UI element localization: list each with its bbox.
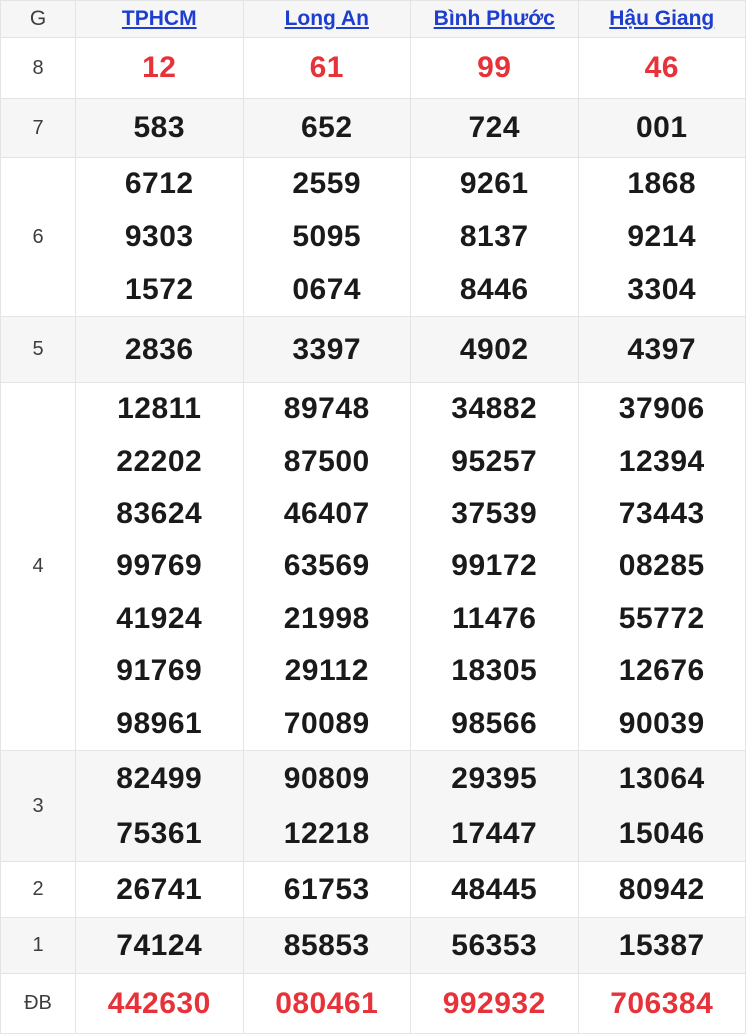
prize-number: 41924 bbox=[116, 601, 203, 635]
prize-cell bbox=[243, 751, 411, 862]
prize-number: 85853 bbox=[283, 928, 370, 962]
prize-cell bbox=[411, 158, 579, 317]
prize-cell bbox=[76, 751, 244, 862]
prize-number: 583 bbox=[133, 111, 186, 144]
prize-cell bbox=[411, 974, 579, 1034]
prize-cell bbox=[76, 317, 244, 383]
prize-number: 95257 bbox=[451, 444, 538, 478]
prize-number: 99 bbox=[477, 51, 512, 84]
prize-cell bbox=[243, 974, 411, 1034]
prize-cell bbox=[411, 317, 579, 383]
prize-cell bbox=[578, 974, 746, 1034]
prize-number: 26741 bbox=[116, 872, 203, 906]
prize-cell bbox=[243, 862, 411, 918]
prize-number: 8446 bbox=[459, 272, 529, 306]
prize-number: 080461 bbox=[275, 986, 379, 1020]
prize-number: 29395 bbox=[451, 761, 538, 795]
prize-cell-lines bbox=[579, 383, 746, 750]
prize-cell-lines bbox=[579, 38, 746, 98]
prize-cell bbox=[76, 38, 244, 99]
prize-number: 12394 bbox=[618, 444, 705, 478]
prize-cell-lines bbox=[244, 918, 411, 973]
prize-cell-lines bbox=[579, 751, 746, 861]
prize-cell-lines bbox=[76, 317, 243, 382]
prize-cell bbox=[411, 38, 579, 99]
prize-number: 442630 bbox=[107, 986, 211, 1020]
prize-number: 992932 bbox=[442, 986, 546, 1020]
prize-cell-lines bbox=[579, 158, 746, 316]
prize-number: 90039 bbox=[618, 706, 705, 740]
prize-number: 70089 bbox=[283, 706, 370, 740]
column-header-hau-giang bbox=[578, 1, 746, 38]
prize-cell bbox=[578, 317, 746, 383]
prize-cell-lines bbox=[76, 158, 243, 316]
prize-number: 17447 bbox=[451, 816, 538, 850]
prize-number: 724 bbox=[468, 111, 521, 144]
prize-cell bbox=[411, 383, 579, 751]
prize-cell-lines bbox=[76, 974, 243, 1033]
prize-number: 18305 bbox=[451, 654, 538, 688]
prize-number: 3304 bbox=[627, 272, 697, 306]
prize-number: 15387 bbox=[618, 928, 705, 962]
prize-cell bbox=[76, 862, 244, 918]
prize-label-2: 2 bbox=[1, 862, 76, 918]
prize-row-8 bbox=[1, 38, 746, 99]
prize-cell bbox=[411, 99, 579, 158]
prize-number: 652 bbox=[300, 111, 353, 144]
prize-cell bbox=[243, 158, 411, 317]
prize-label-db: ĐB bbox=[1, 974, 76, 1034]
prize-cell-lines bbox=[579, 974, 746, 1033]
prize-number: 37906 bbox=[618, 392, 705, 426]
prize-number: 61753 bbox=[283, 872, 370, 906]
prize-cell bbox=[243, 38, 411, 99]
prize-cell bbox=[411, 862, 579, 918]
prize-group-header: G bbox=[1, 1, 76, 38]
prize-cell-lines bbox=[579, 317, 746, 382]
prize-cell-lines bbox=[579, 862, 746, 917]
prize-cell bbox=[243, 383, 411, 751]
prize-number: 98566 bbox=[451, 706, 538, 740]
prize-cell bbox=[76, 383, 244, 751]
prize-cell-lines bbox=[411, 383, 578, 750]
prize-label-6: 6 bbox=[1, 158, 76, 317]
prize-number: 34882 bbox=[451, 392, 538, 426]
prize-number: 5095 bbox=[292, 219, 362, 253]
prize-number: 12 bbox=[142, 51, 177, 84]
prize-cell bbox=[578, 158, 746, 317]
prize-cell bbox=[411, 751, 579, 862]
table-header bbox=[1, 1, 746, 38]
prize-cell bbox=[243, 317, 411, 383]
prize-number: 21998 bbox=[283, 601, 370, 635]
prize-label-5: 5 bbox=[1, 317, 76, 383]
prize-cell-lines bbox=[244, 862, 411, 917]
prize-cell-lines bbox=[244, 383, 411, 750]
prize-cell-lines bbox=[244, 317, 411, 382]
prize-number: 0674 bbox=[292, 272, 362, 306]
prize-cell bbox=[76, 158, 244, 317]
prize-number: 6712 bbox=[124, 167, 194, 201]
prize-number: 08285 bbox=[618, 549, 705, 583]
prize-number: 46 bbox=[644, 51, 679, 84]
prize-number: 87500 bbox=[283, 444, 370, 478]
prize-number: 8137 bbox=[459, 219, 529, 253]
prize-number: 99172 bbox=[451, 549, 538, 583]
prize-cell-lines bbox=[411, 918, 578, 973]
prize-cell-lines bbox=[411, 317, 578, 382]
prize-number: 3397 bbox=[292, 332, 362, 366]
prize-cell bbox=[578, 38, 746, 99]
prize-number: 001 bbox=[635, 111, 688, 144]
province-link-long-an[interactable]: Long An bbox=[284, 7, 369, 30]
prize-number: 2559 bbox=[292, 167, 362, 201]
prize-cell bbox=[76, 99, 244, 158]
prize-number: 98961 bbox=[116, 706, 203, 740]
prize-number: 4397 bbox=[627, 332, 697, 366]
prize-cell-lines bbox=[76, 862, 243, 917]
prize-number: 1572 bbox=[124, 272, 194, 306]
prize-cell bbox=[578, 383, 746, 751]
column-header-long-an bbox=[243, 1, 411, 38]
prize-number: 90809 bbox=[283, 761, 370, 795]
prize-label-1: 1 bbox=[1, 918, 76, 974]
prize-cell-lines bbox=[76, 38, 243, 98]
header-row bbox=[1, 1, 746, 38]
prize-cell-lines bbox=[76, 99, 243, 157]
results-body bbox=[1, 38, 746, 1034]
prize-number: 1868 bbox=[627, 167, 697, 201]
prize-cell bbox=[243, 918, 411, 974]
prize-row-db bbox=[1, 974, 746, 1034]
column-header-binh-phuoc bbox=[411, 1, 579, 38]
prize-cell bbox=[411, 918, 579, 974]
column-header-tphcm bbox=[76, 1, 244, 38]
prize-number: 4902 bbox=[459, 332, 529, 366]
prize-cell bbox=[578, 99, 746, 158]
prize-cell bbox=[76, 918, 244, 974]
prize-label-3: 3 bbox=[1, 751, 76, 862]
prize-cell-lines bbox=[411, 99, 578, 157]
prize-number: 9214 bbox=[627, 219, 697, 253]
prize-number: 12811 bbox=[117, 392, 202, 426]
prize-number: 89748 bbox=[283, 392, 370, 426]
prize-cell-lines bbox=[244, 99, 411, 157]
prize-number: 12676 bbox=[618, 654, 705, 688]
prize-number: 55772 bbox=[618, 601, 705, 635]
prize-label-8: 8 bbox=[1, 38, 76, 99]
prize-number: 61 bbox=[309, 51, 344, 84]
prize-number: 46407 bbox=[283, 497, 370, 531]
prize-cell-lines bbox=[244, 38, 411, 98]
prize-number: 48445 bbox=[451, 872, 538, 906]
prize-cell-lines bbox=[411, 751, 578, 861]
prize-cell-lines bbox=[244, 974, 411, 1033]
prize-number: 15046 bbox=[618, 816, 705, 850]
prize-number: 91769 bbox=[116, 654, 203, 688]
prize-row-3 bbox=[1, 751, 746, 862]
prize-cell-lines bbox=[411, 38, 578, 98]
prize-cell-lines bbox=[411, 158, 578, 316]
prize-number: 63569 bbox=[283, 549, 370, 583]
prize-number: 706384 bbox=[610, 986, 714, 1020]
prize-number: 9303 bbox=[124, 219, 194, 253]
prize-row-5 bbox=[1, 317, 746, 383]
prize-cell-lines bbox=[76, 751, 243, 861]
prize-label-7: 7 bbox=[1, 99, 76, 158]
province-link-hau-giang[interactable]: Hậu Giang bbox=[609, 7, 715, 30]
prize-number: 29112 bbox=[284, 654, 369, 688]
prize-number: 22202 bbox=[116, 444, 203, 478]
prize-number: 75361 bbox=[116, 816, 203, 850]
prize-cell bbox=[578, 862, 746, 918]
prize-cell-lines bbox=[579, 918, 746, 973]
prize-number: 74124 bbox=[116, 928, 203, 962]
province-link-tphcm[interactable]: TPHCM bbox=[121, 7, 197, 30]
province-link-binh-phuoc[interactable]: Bình Phước bbox=[433, 7, 555, 30]
prize-cell-lines bbox=[244, 751, 411, 861]
prize-number: 9261 bbox=[459, 167, 529, 201]
prize-number: 83624 bbox=[116, 497, 203, 531]
prize-number: 82499 bbox=[116, 761, 203, 795]
prize-cell-lines bbox=[411, 974, 578, 1033]
prize-label-4: 4 bbox=[1, 383, 76, 751]
prize-cell bbox=[76, 974, 244, 1034]
prize-cell bbox=[578, 751, 746, 862]
prize-cell bbox=[578, 918, 746, 974]
prize-row-4 bbox=[1, 383, 746, 751]
prize-cell bbox=[243, 99, 411, 158]
prize-cell-lines bbox=[411, 862, 578, 917]
prize-row-2 bbox=[1, 862, 746, 918]
prize-row-1 bbox=[1, 918, 746, 974]
prize-number: 80942 bbox=[618, 872, 705, 906]
prize-cell-lines bbox=[76, 918, 243, 973]
prize-number: 73443 bbox=[618, 497, 705, 531]
prize-number: 56353 bbox=[451, 928, 538, 962]
prize-number: 11476 bbox=[452, 601, 537, 635]
prize-number: 2836 bbox=[124, 332, 194, 366]
prize-cell-lines bbox=[244, 158, 411, 316]
prize-number: 13064 bbox=[618, 761, 705, 795]
prize-number: 12218 bbox=[283, 816, 370, 850]
prize-cell-lines bbox=[579, 99, 746, 157]
prize-number: 99769 bbox=[116, 549, 203, 583]
prize-cell-lines bbox=[76, 383, 243, 750]
prize-row-6 bbox=[1, 158, 746, 317]
prize-row-7 bbox=[1, 99, 746, 158]
prize-number: 37539 bbox=[451, 497, 538, 531]
